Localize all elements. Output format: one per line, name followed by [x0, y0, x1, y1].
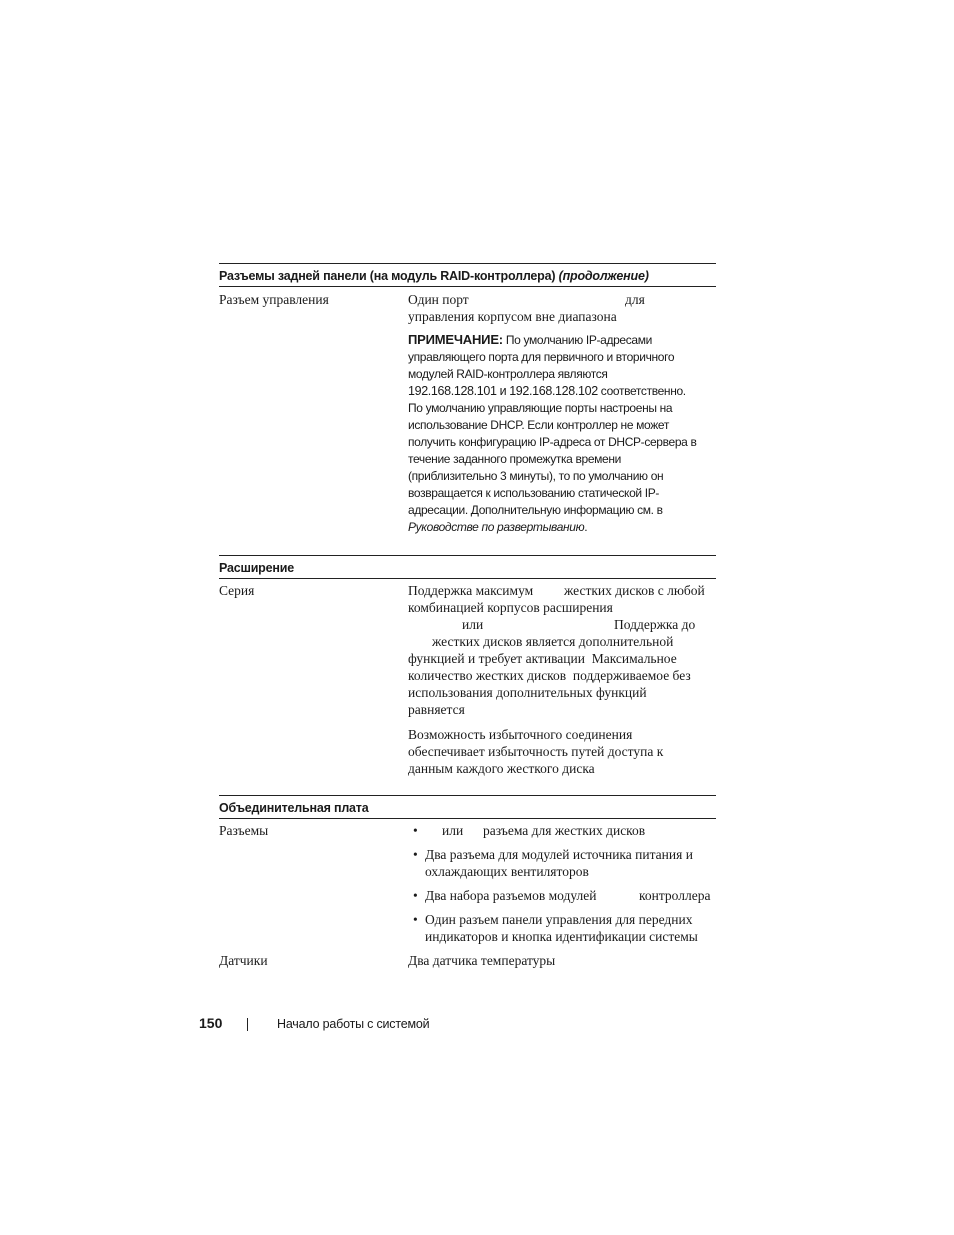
- note-text: использование DHCP. Если контроллер не может: [408, 418, 669, 432]
- section-header-rear-panel: [219, 263, 716, 287]
- value-text: Поддержка максимум: [408, 583, 534, 598]
- footer-title: Начало работы с системой: [277, 1017, 430, 1031]
- row-label: Серия: [219, 583, 255, 598]
- value-text: количество жестких дисков поддерживаемое без: [408, 668, 691, 683]
- value-text: данным каждого жесткого диска: [408, 761, 595, 776]
- value-text: обеспечивает избыточность путей доступа к: [408, 744, 664, 759]
- note-text: соответственно.: [600, 384, 686, 398]
- note-text: управляющего порта для первичного и вторичного: [408, 350, 675, 364]
- row-value: [408, 291, 716, 325]
- note-text: .: [584, 520, 588, 534]
- section-header-expansion: [219, 555, 716, 579]
- value-text: индикаторов и кнопка идентификации системы: [425, 929, 698, 944]
- note-text: адресации. Дополнительную информацию см. в: [408, 503, 663, 517]
- value-text: для: [625, 292, 645, 307]
- value-text: управления корпусом вне диапазона: [408, 309, 617, 324]
- value-text: жестких дисков с любой: [564, 583, 705, 598]
- value-text: жестких дисков является дополнительной: [432, 634, 674, 649]
- bullet-icon: •: [413, 847, 418, 862]
- row-label: Датчики: [219, 953, 268, 968]
- section-expansion: [219, 555, 716, 579]
- section-title-continued: (продолжение): [558, 269, 649, 283]
- note-text: возвращается к использованию статической IP-: [408, 486, 660, 500]
- value-text: комбинацией корпусов расширения: [408, 600, 613, 615]
- guide-reference: Руководстве по развертыванию: [408, 520, 585, 534]
- section-midplane: [219, 795, 716, 819]
- bullet-icon: •: [413, 912, 418, 927]
- value-text: Возможность избыточного соединения: [408, 727, 633, 742]
- row-value: Два датчика температуры: [408, 953, 556, 968]
- section-header-midplane: [219, 795, 716, 819]
- footer-separator: [247, 1018, 248, 1031]
- note-text: По умолчанию управляющие порты настроены на: [408, 401, 673, 415]
- note-text: (приблизительно 3 минуты), то по умолчанию он: [408, 469, 664, 483]
- ip-address-secondary: 192.168.128.102: [509, 384, 598, 398]
- section-rear-panel: [219, 263, 716, 287]
- section-title: Объединительная плата: [219, 801, 369, 815]
- value-text: функцией и требует активации Максимальное: [408, 651, 677, 666]
- page-number: 150: [199, 1015, 223, 1031]
- value-text: Два разъема для модулей источника питания и: [425, 847, 693, 862]
- value-text: Один разъем панели управления для передних: [425, 912, 693, 927]
- value-text: или: [442, 823, 464, 838]
- note-title: ПРИМЕЧАНИЕ:: [408, 332, 503, 347]
- value-text: Один порт: [408, 292, 469, 307]
- bullet-icon: •: [413, 823, 418, 838]
- section-title: Расширение: [219, 561, 294, 575]
- section-title: Разъемы задней панели (на модуль RAID-контроллера): [219, 269, 556, 283]
- value-text: контроллера: [639, 888, 711, 903]
- value-text: охлаждающих вентиляторов: [425, 864, 589, 879]
- value-text: использования дополнительных функций: [408, 685, 647, 700]
- note-block: [408, 331, 716, 536]
- row-label: Разъем управления: [219, 292, 329, 307]
- note-text: получить конфигурацию IP-адреса от DHCP-сервера в: [408, 435, 697, 449]
- row-value-redundancy: [408, 726, 716, 777]
- row-label: Разъемы: [219, 823, 269, 838]
- value-text: Поддержка до: [614, 617, 696, 632]
- value-text: разъема для жестких дисков: [483, 823, 646, 838]
- note-text: модулей RAID-контроллера являются: [408, 367, 608, 381]
- note-text: течение заданного промежутка времени: [408, 452, 621, 466]
- row-value: [408, 582, 716, 718]
- value-text: или: [462, 617, 484, 632]
- ip-address-primary: 192.168.128.101: [408, 384, 497, 398]
- note-text: и: [499, 384, 507, 398]
- value-text: равняется: [408, 702, 465, 717]
- value-text: Два набора разъемов модулей: [425, 888, 597, 903]
- bullet-icon: •: [413, 888, 418, 903]
- note-text: По умолчанию IP-адресами: [505, 333, 652, 347]
